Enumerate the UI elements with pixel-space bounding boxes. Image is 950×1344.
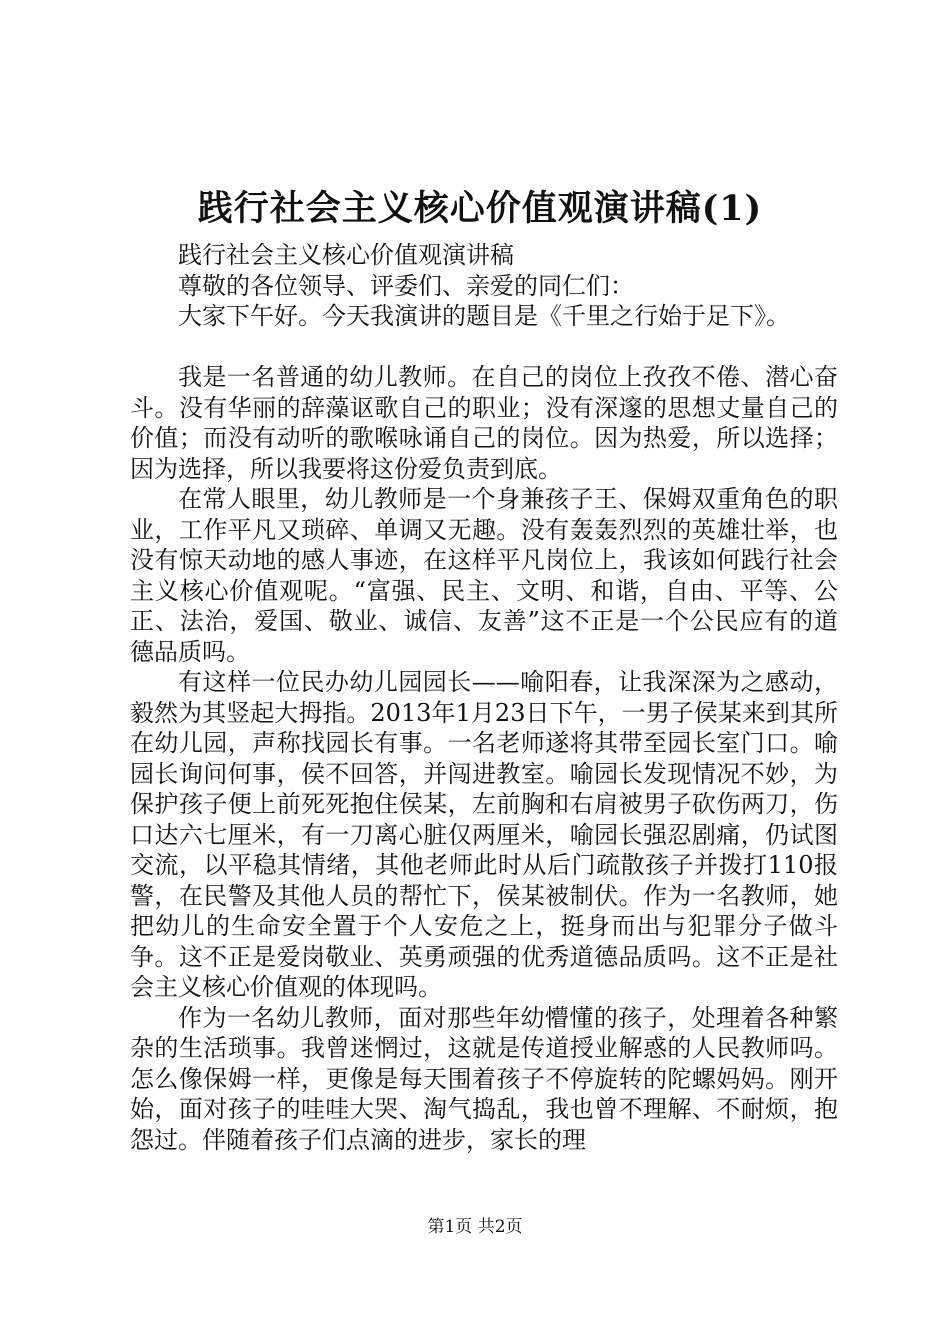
paragraph-body: 作为一名幼儿教师，面对那些年幼懵懂的孩子，处理着各种繁杂的生活琐事。我曾迷惘过，这就是传道授业解惑的人民教师吗。怎么像保姆一样，更像是每天围着孩子不停旋转的陀螺妈妈。刚开始，面对孩子的哇哇大哭、淘气捣乱，我也曾不理解、不耐烦，抱怨过。伴随着孩子们点滴的进步，家长的理 xyxy=(130,1003,838,1154)
paragraph-body: 在常人眼里，幼儿教师是一个身兼孩子王、保姆双重角色的职业，工作平凡又琐碎、单调又无趣。没有轰轰烈烈的英雄壮举，也没有惊天动地的感人事迹，在这样平凡岗位上，我该如何践行社会主义核心价值观呢。“富强、民主、文明、和谐，自由、平等、公正、法治，爱国、敬业、诚信、友善”这不正是一个公民应有的道德品质吗。 xyxy=(130,485,838,666)
document-body xyxy=(130,240,838,1155)
document-title: 践行社会主义核心价值观演讲稿(1) xyxy=(197,188,763,229)
paragraph-salutation: 尊敬的各位领导、评委们、亲爱的同仁们： xyxy=(178,271,634,300)
paragraph-body: 我是一名普通的幼儿教师。在自己的岗位上孜孜不倦、潜心奋斗。没有华丽的辞藻讴歌自己的职业；没有深邃的思想丈量自己的价值；而没有动听的歌喉咏诵自己的岗位。因为热爱，所以选择；因为选择，所以我要将这份爱负责到底。 xyxy=(130,363,838,483)
paragraph-greeting: 大家下午好。今天我演讲的题目是《千里之行始于足下》。 xyxy=(178,302,790,330)
paragraph-heading: 践行社会主义核心价值观演讲稿 xyxy=(178,241,514,269)
page-number-footer: 第1页 共2页 xyxy=(427,1217,523,1237)
paragraph-body: 有这样一位民办幼儿园园长——喻阳春，让我深深为之感动，毅然为其竖起大拇指。2013年1月23日下午，一男子侯某来到其所在幼儿园，声称找园长有事。一名老师遂将其带至园长室门口。喻园长询问何事，侯不回答，并闯进教室。喻园长发现情况不妙，为保护孩子便上前死死抱住侯某，左前胸和右肩被男子砍伤两刀，伤口达六七厘米，有一刀离心脏仅两厘米，喻园长强忍剧痛，仍试图交流，以平稳其情绪，其他老师此时从后门疏散孩子并拨打110报警，在民警及其他人员的帮忙下，侯某被制伏。作为一名教师，她把幼儿的生命安全置于个人安危之上，挺身而出与犯罪分子做斗争。这不正是爱岗敬业、英勇顽强的优秀道德品质吗。这不正是社会主义核心价值观的体现吗。 xyxy=(130,668,838,1001)
